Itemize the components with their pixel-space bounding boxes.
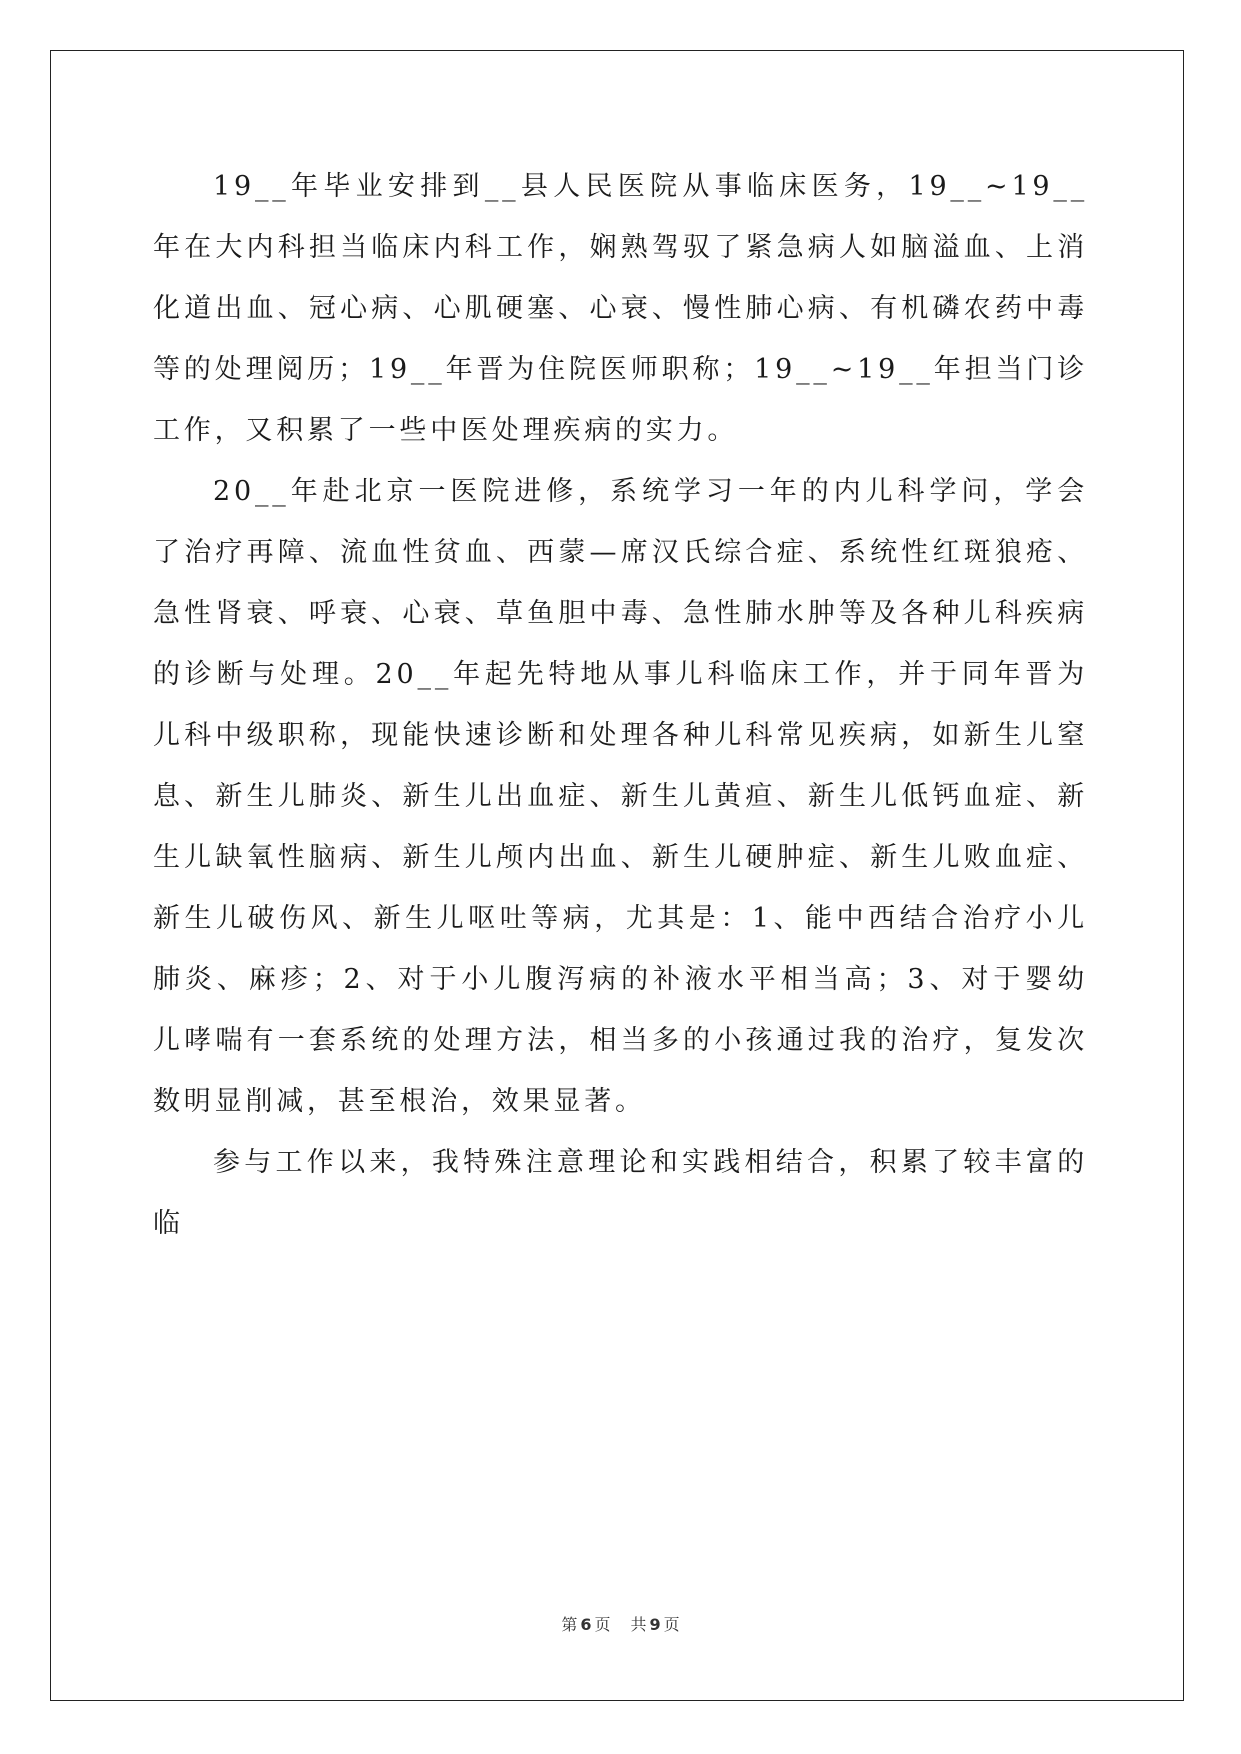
page-footer xyxy=(0,1612,1241,1635)
footer-total-unit: 页 xyxy=(663,1615,680,1634)
paragraph-1: 19__年毕业安排到__县人民医院从事临床医务，19__~19__年在大内科担当临床内科工作，娴熟驾驭了紧急病人如脑溢血、上消化道出血、冠心病、心肌硬塞、心衰、慢性肺心病、有机磷农药中毒等的处理阅历；19__年晋为住院医师职称；19__~19__年担当门诊工作，又积累了一些中医处理疾病的实力。 xyxy=(153,171,1088,446)
footer-page-unit: 页 xyxy=(594,1615,611,1634)
document-body xyxy=(153,156,1088,1254)
paragraph-2: 20__年赴北京一医院进修，系统学习一年的内儿科学问，学会了治疗再障、流血性贫血、西蒙—席汉氏综合症、系统性红斑狼疮、急性肾衰、呼衰、心衰、草鱼胆中毒、急性肺水肿等及各种儿科疾病的诊断与处理。20__年起先特地从事儿科临床工作，并于同年晋为儿科中级职称，现能快速诊断和处理各种儿科常见疾病，如新生儿窒息、新生儿肺炎、新生儿出血症、新生儿黄疸、新生儿低钙血症、新生儿缺氧性脑病、新生儿颅内出血、新生儿硬肿症、新生儿败血症、新生儿破伤风、新生儿呕吐等病，尤其是：1、能中西结合治疗小儿肺炎、麻疹；2、对于小儿腹泻病的补液水平相当高；3、对于婴幼儿哮喘有一套系统的处理方法，相当多的小孩通过我的治疗，复发次数明显削减，甚至根治，效果显著。 xyxy=(153,476,1088,1117)
current-page-number: 6 xyxy=(580,1615,592,1634)
paragraph-3: 参与工作以来，我特殊注意理论和实践相结合，积累了较丰富的临 xyxy=(153,1147,1088,1239)
footer-prefix: 第 xyxy=(561,1615,578,1634)
total-pages-number: 9 xyxy=(649,1615,661,1634)
footer-total-prefix: 共 xyxy=(630,1615,647,1634)
